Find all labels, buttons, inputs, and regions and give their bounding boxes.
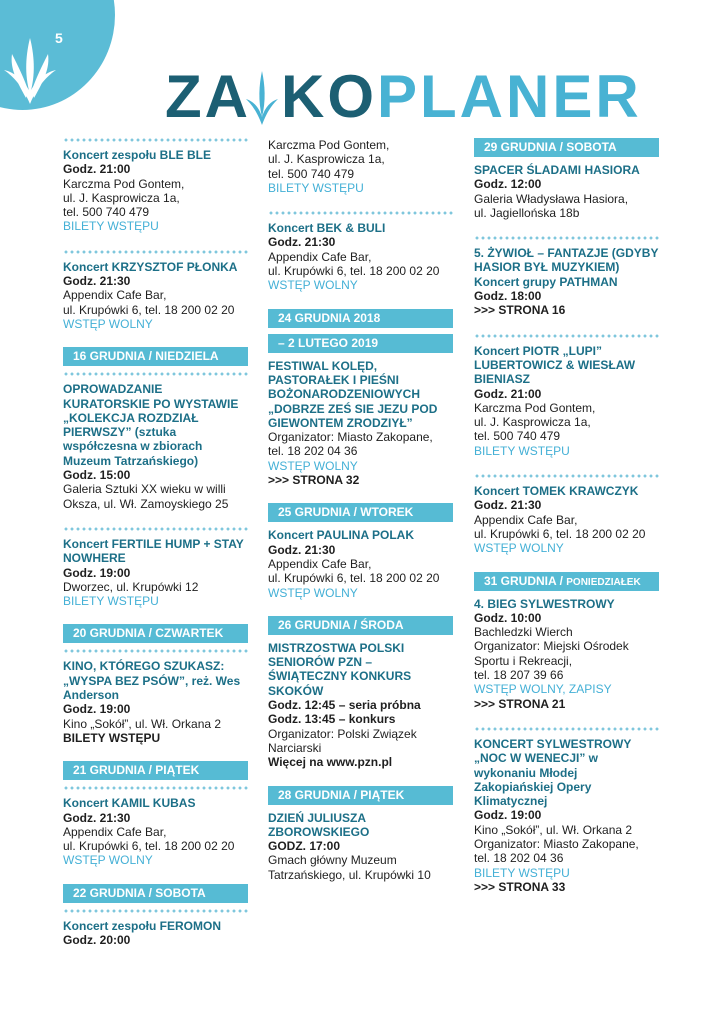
event-title: Koncert KAMIL KUBAS xyxy=(63,796,196,811)
event-entry-info: BILETY WSTĘPU xyxy=(63,594,159,609)
zakoplaner-logo xyxy=(165,55,642,130)
date-header-text: 21 GRUDNIA / PIĄTEK xyxy=(73,763,200,778)
event-item xyxy=(268,528,453,599)
dotted-divider xyxy=(63,527,248,531)
date-header-text: 25 GRUDNIA / WTOREK xyxy=(278,505,414,520)
event-detail: Galeria Władysława Hasiora, xyxy=(474,191,629,206)
column-2 xyxy=(268,138,453,898)
event-entry-info: WSTĘP WOLNY xyxy=(268,458,358,473)
event-reference: Więcej na www.pzn.pl xyxy=(268,755,393,770)
event-entry-info: BILETY WSTĘPU xyxy=(474,443,570,458)
date-header-text: – 2 LUTEGO 2019 xyxy=(278,335,379,350)
event-detail: Karczma Pod Gontem, xyxy=(474,400,596,415)
dotted-divider xyxy=(63,786,248,790)
event-time: Godz. 21:30 xyxy=(268,542,336,557)
event-detail: Appendix Cafe Bar, xyxy=(268,249,372,264)
date-header-text: 29 GRUDNIA / SOBOTA xyxy=(484,140,617,154)
event-detail: Karczma Pod Gontem, xyxy=(268,138,390,152)
event-entry-info: WSTĘP WOLNY xyxy=(268,585,358,600)
event-detail: Galeria Sztuki XX wieku w willi Oksza, ul. Wł. Zamoyskiego 25 xyxy=(63,482,229,511)
event-title: KONCERT SYLWESTROWY „NOC W WENECJI” w wykonaniu Młodej Zakopiańskiej Opery Klimatycznej xyxy=(474,736,632,809)
date-header-text: 28 GRUDNIA / PIĄTEK xyxy=(278,787,405,802)
event-time: Godz. 10:00 xyxy=(474,610,542,625)
event-title: Koncert TOMEK KRAWCZYK xyxy=(474,484,639,499)
date-header-text: 16 GRUDNIA / NIEDZIELA xyxy=(73,349,219,364)
event-title: Koncert BEK & BULI xyxy=(268,221,386,236)
event-detail: Appendix Cafe Bar, xyxy=(63,288,167,303)
event-title: MISTRZOSTWA POLSKI SENIORÓW PZN – ŚWIĄTECZNY KONKURS SKOKÓW xyxy=(268,640,412,698)
event-item xyxy=(474,163,659,220)
event-entry-info: BILETY WSTĘPU xyxy=(268,180,364,195)
event-detail: Appendix Cafe Bar, xyxy=(474,512,578,527)
event-item xyxy=(63,138,248,234)
event-item xyxy=(268,811,453,882)
event-detail: Organizator: Miasto Zakopane, xyxy=(474,836,639,851)
event-detail: Organizator: Miasto Zakopane, xyxy=(268,430,433,445)
event-item xyxy=(474,474,659,555)
date-header xyxy=(268,616,453,635)
plant-logo-icon xyxy=(2,34,58,106)
event-detail: Kino „Sokół”, ul. Wł. Orkana 2 xyxy=(474,822,633,837)
dotted-divider xyxy=(268,211,453,215)
event-time: Godz. 21:30 xyxy=(63,810,131,825)
event-detail: Karczma Pod Gontem, xyxy=(63,176,185,191)
event-time: Godz. 21:00 xyxy=(474,386,542,401)
dotted-divider xyxy=(63,909,248,913)
date-header-text: 26 GRUDNIA / ŚRODA xyxy=(278,617,404,632)
event-detail: Dworzec, ul. Krupówki 12 xyxy=(63,579,199,594)
event-title: Koncert zespołu BLE BLE xyxy=(63,148,212,162)
event-detail: ul. J. Kasprowicza 1a, xyxy=(63,190,180,205)
date-header xyxy=(268,786,453,805)
event-time: Godz. 21:00 xyxy=(63,162,131,177)
page-number: 5 xyxy=(55,30,63,46)
date-header-text: 24 GRUDNIA 2018 xyxy=(278,310,381,325)
event-detail: Appendix Cafe Bar, xyxy=(268,556,372,571)
event-item xyxy=(63,372,248,511)
event-entry-info: BILETY WSTĘPU xyxy=(474,865,570,880)
date-header xyxy=(63,624,248,643)
event-time: Godz. 19:00 xyxy=(474,808,542,823)
event-title: Koncert zespołu FEROMON xyxy=(63,918,222,933)
date-header-text: 31 GRUDNIA / xyxy=(484,573,567,588)
date-header xyxy=(63,761,248,780)
event-time: Godz. 18:00 xyxy=(474,289,542,304)
event-item xyxy=(268,359,453,488)
event-detail: Gmach główny Muzeum Tatrzańskiego, ul. Krupówki 10 xyxy=(268,853,431,882)
column-3 xyxy=(474,138,659,910)
event-title: Koncert PIOTR „LUPI” LUBERTOWICZ & WIESŁAW BIENIASZ xyxy=(474,343,636,387)
event-time: GODZ. 17:00 xyxy=(268,839,341,854)
date-header xyxy=(474,572,659,591)
dotted-divider xyxy=(474,474,659,478)
event-title: Koncert FERTILE HUMP + STAY NOWHERE xyxy=(63,536,244,566)
date-header xyxy=(63,347,248,366)
event-time: Godz. 19:00 xyxy=(63,565,131,580)
event-title: SPACER ŚLADAMI HASIORA xyxy=(474,163,640,177)
event-item xyxy=(268,211,453,292)
event-detail: ul. Krupówki 6, tel. 18 200 02 20 xyxy=(474,526,646,541)
event-detail: tel. 500 740 479 xyxy=(474,429,561,444)
event-item xyxy=(63,527,248,608)
date-header-text: 22 GRUDNIA / SOBOTA xyxy=(73,885,206,900)
event-reference: >>> STRONA 21 xyxy=(474,696,566,711)
date-header xyxy=(268,334,453,353)
event-item xyxy=(474,334,659,458)
event-detail: ul. Krupówki 6, tel. 18 200 02 20 xyxy=(63,839,235,854)
event-detail: tel. 500 740 479 xyxy=(268,166,355,181)
event-time: Godz. 21:30 xyxy=(63,274,131,289)
event-detail: tel. 18 202 04 36 xyxy=(268,444,358,459)
event-entry-info: WSTĘP WOLNY xyxy=(63,316,153,331)
event-item xyxy=(268,641,453,770)
date-header-weekday: PONIEDZIAŁEK xyxy=(566,576,641,588)
logo-leaf-icon xyxy=(245,69,279,127)
event-detail: ul. Krupówki 6, tel. 18 200 02 20 xyxy=(268,571,440,586)
event-title: Koncert PAULINA POLAK xyxy=(268,528,415,543)
event-entry-info: WSTĘP WOLNY xyxy=(63,853,153,868)
event-time: Godz. 21:30 xyxy=(474,498,542,513)
event-item xyxy=(268,138,453,195)
event-detail: Organizator: Polski Związek Narciarski xyxy=(268,726,417,755)
event-reference: >>> STRONA 32 xyxy=(268,473,360,488)
date-header xyxy=(268,503,453,522)
logo-part-planer: PLANER xyxy=(376,63,642,130)
event-time: Godz. 20:00 xyxy=(63,932,131,947)
event-reference: >>> STRONA 33 xyxy=(474,879,566,894)
date-header-text: 20 GRUDNIA / CZWARTEK xyxy=(73,626,224,641)
event-detail: Bachledzki Wierch xyxy=(474,625,573,640)
event-detail: tel. 18 202 04 36 xyxy=(474,851,564,866)
event-item xyxy=(63,649,248,745)
dotted-divider xyxy=(474,727,659,731)
event-item xyxy=(474,727,659,894)
event-title: OPROWADZANIE KURATORSKIE PO WYSTAWIE „KOLEKCJA ROZDZIAŁ PIERWSZY” (sztuka współczesna w zbiorach Muzeum Tatrzańskiego) xyxy=(63,382,239,468)
event-reference: BILETY WSTĘPU xyxy=(63,730,161,745)
dotted-divider xyxy=(474,334,659,338)
logo-part-za: ZA xyxy=(165,63,251,130)
event-title: DZIEŃ JULIUSZA ZBOROWSKIEGO xyxy=(268,810,370,839)
date-header xyxy=(63,884,248,903)
event-entry-info: WSTĘP WOLNY xyxy=(268,278,358,293)
dotted-divider xyxy=(63,250,248,254)
event-item xyxy=(474,236,659,317)
event-detail: tel. 18 207 39 66 xyxy=(474,668,564,683)
event-detail: ul. Krupówki 6, tel. 18 200 02 20 xyxy=(63,302,235,317)
event-time: Godz. 12:45 – seria próbna xyxy=(268,698,421,713)
event-title: FESTIWAL KOLĘD, PASTORAŁEK I PIEŚNI BOŻONARODZENIOWYCH „DOBRZE ZEŚ SIE JEZU POD GIEWONTEM ZRODZIYŁ” xyxy=(268,358,438,430)
event-detail: ul. J. Kasprowicza 1a, xyxy=(268,152,385,167)
event-item xyxy=(63,786,248,867)
event-item xyxy=(63,909,248,948)
event-reference: >>> STRONA 16 xyxy=(474,303,566,318)
event-time: Godz. 13:45 – konkurs xyxy=(268,712,396,727)
event-detail: ul. Krupówki 6, tel. 18 200 02 20 xyxy=(268,264,440,279)
event-entry-info: BILETY WSTĘPU xyxy=(63,219,159,234)
event-detail: Appendix Cafe Bar, xyxy=(63,824,167,839)
logo-part-ko: KO xyxy=(280,63,377,130)
date-header xyxy=(268,309,453,328)
event-item xyxy=(474,597,659,711)
dotted-divider xyxy=(63,372,248,376)
event-title: 5. ŻYWIOŁ – FANTAZJE (GDYBY HASIOR BYŁ MUZYKIEM) Koncert grupy PATHMAN xyxy=(474,246,659,289)
event-detail: Kino „Sokół”, ul. Wł. Orkana 2 xyxy=(63,716,222,731)
event-title: KINO, KTÓREGO SZUKASZ: „WYSPA BEZ PSÓW”, reż. Wes Anderson xyxy=(63,659,241,703)
event-time: Godz. 15:00 xyxy=(63,468,131,483)
event-time: Godz. 21:30 xyxy=(268,235,336,250)
event-title: Koncert KRZYSZTOF PŁONKA xyxy=(63,259,238,274)
event-entry-info: WSTĘP WOLNY xyxy=(474,541,564,556)
event-detail: ul. Jagiellońska 18b xyxy=(474,205,580,220)
dotted-divider xyxy=(474,236,659,240)
event-item xyxy=(63,250,248,331)
dotted-divider xyxy=(63,649,248,653)
event-detail: Organizator: Miejski Ośrodek Sportu i Rekreacji, xyxy=(474,639,629,668)
dotted-divider xyxy=(63,138,248,142)
event-detail: ul. J. Kasprowicza 1a, xyxy=(474,415,591,430)
event-entry-info: WSTĘP WOLNY, ZAPISY xyxy=(474,682,612,697)
event-title: 4. BIEG SYLWESTROWY xyxy=(474,596,615,611)
column-1 xyxy=(63,138,248,963)
date-header xyxy=(474,138,659,157)
event-time: Godz. 12:00 xyxy=(474,177,542,192)
event-time: Godz. 19:00 xyxy=(63,702,131,717)
event-detail: tel. 500 740 479 xyxy=(63,205,150,220)
